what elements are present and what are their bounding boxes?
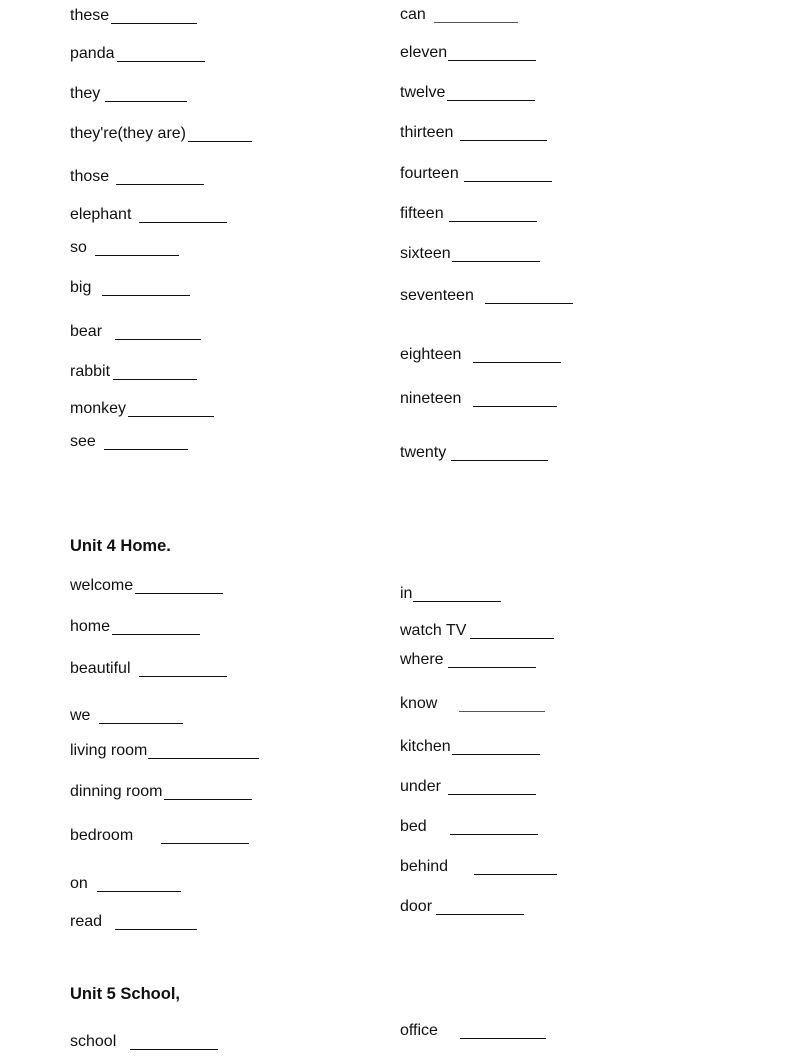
word-label: these [70, 7, 110, 24]
word-label: big [70, 279, 92, 296]
word-label: bed [400, 818, 427, 835]
word-entry [400, 694, 545, 714]
word-entry [70, 399, 214, 419]
word-label: twelve [400, 84, 446, 101]
word-label: bedroom [70, 827, 134, 844]
word-entry [70, 706, 183, 726]
word-entry [400, 584, 501, 604]
answer-blank[interactable] [102, 295, 190, 296]
section-heading-unit-4: Unit 4 Home. [70, 537, 171, 555]
answer-blank[interactable] [474, 874, 557, 875]
word-entry [400, 897, 524, 917]
word-entry [70, 912, 197, 932]
word-label: on [70, 875, 88, 892]
word-entry [70, 1032, 218, 1052]
word-label: sixteen [400, 245, 451, 262]
word-entry [400, 286, 573, 306]
word-label: read [70, 913, 103, 930]
word-entry [70, 205, 227, 225]
answer-blank[interactable] [113, 379, 197, 380]
answer-blank[interactable] [128, 416, 214, 417]
answer-blank[interactable] [97, 891, 181, 892]
word-entry [70, 362, 197, 382]
answer-blank[interactable] [449, 221, 537, 222]
answer-blank[interactable] [460, 1038, 546, 1039]
word-entry [400, 5, 518, 25]
word-label: kitchen [400, 738, 451, 755]
answer-blank[interactable] [115, 929, 197, 930]
answer-blank[interactable] [112, 634, 200, 635]
word-entry [70, 124, 252, 144]
word-entry [70, 167, 204, 187]
word-label: nineteen [400, 390, 462, 407]
word-label: beautiful [70, 660, 131, 677]
word-label: eighteen [400, 346, 462, 363]
answer-blank[interactable] [473, 362, 561, 363]
word-entry [70, 322, 201, 342]
word-entry [400, 389, 557, 409]
word-entry [400, 83, 535, 103]
answer-blank[interactable] [448, 60, 536, 61]
answer-blank[interactable] [104, 449, 188, 450]
answer-blank[interactable] [188, 141, 252, 142]
word-label: they're(they are) [70, 125, 186, 142]
word-entry [400, 244, 540, 264]
word-entry [70, 238, 179, 258]
word-label: watch TV [400, 622, 467, 639]
word-entry [400, 621, 554, 641]
answer-blank[interactable] [452, 754, 540, 755]
section-heading-unit-5: Unit 5 School, [70, 985, 181, 1003]
answer-blank[interactable] [434, 22, 518, 23]
answer-blank[interactable] [105, 101, 187, 102]
word-label: welcome [70, 577, 134, 594]
answer-blank[interactable] [460, 140, 547, 141]
word-entry [400, 817, 538, 837]
word-label: monkey [70, 400, 127, 417]
word-label: can [400, 6, 426, 23]
word-label: school [70, 1033, 117, 1050]
word-entry [70, 826, 249, 846]
word-entry [70, 617, 200, 637]
word-entry [70, 874, 181, 894]
word-label: twenty [400, 444, 447, 461]
answer-blank[interactable] [95, 255, 179, 256]
word-label: door [400, 898, 433, 915]
answer-blank[interactable] [130, 1049, 218, 1050]
answer-blank[interactable] [99, 723, 183, 724]
answer-blank[interactable] [447, 100, 535, 101]
answer-blank[interactable] [111, 23, 197, 24]
word-entry [400, 345, 561, 365]
word-label: in [400, 585, 413, 602]
word-label: fourteen [400, 165, 459, 182]
word-entry [70, 741, 259, 761]
word-entry [400, 43, 536, 63]
word-label: where [400, 651, 444, 668]
word-label: panda [70, 45, 115, 62]
word-entry [400, 164, 552, 184]
answer-blank[interactable] [116, 184, 204, 185]
word-label: office [400, 1022, 438, 1039]
word-entry [70, 432, 188, 452]
word-entry [400, 650, 536, 670]
answer-blank[interactable] [464, 181, 552, 182]
word-entry [400, 123, 547, 143]
word-entry [70, 659, 227, 679]
word-entry [70, 576, 223, 596]
word-entry [400, 857, 557, 877]
answer-blank[interactable] [448, 667, 536, 668]
answer-blank[interactable] [115, 339, 201, 340]
answer-blank[interactable] [459, 711, 545, 712]
answer-blank[interactable] [473, 406, 557, 407]
word-entry [400, 1021, 546, 1041]
answer-blank[interactable] [485, 303, 573, 304]
answer-blank[interactable] [470, 638, 554, 639]
word-entry [70, 6, 197, 26]
word-label: home [70, 618, 111, 635]
answer-blank[interactable] [117, 61, 205, 62]
word-entry [400, 737, 540, 757]
word-entry [70, 278, 190, 298]
word-label: elephant [70, 206, 132, 223]
word-entry [70, 84, 187, 104]
word-label: behind [400, 858, 449, 875]
answer-blank[interactable] [161, 843, 249, 844]
answer-blank[interactable] [164, 799, 252, 800]
answer-blank[interactable] [148, 758, 259, 759]
answer-blank[interactable] [450, 834, 538, 835]
answer-blank[interactable] [139, 222, 227, 223]
word-label: eleven [400, 44, 448, 61]
word-label: seventeen [400, 287, 474, 304]
word-label: see [70, 433, 96, 450]
answer-blank[interactable] [451, 460, 548, 461]
word-label: we [70, 707, 91, 724]
answer-blank[interactable] [135, 593, 223, 594]
word-entry [400, 443, 548, 463]
word-label: living room [70, 742, 148, 759]
word-label: under [400, 778, 441, 795]
word-label: they [70, 85, 101, 102]
word-label: dinning room [70, 783, 163, 800]
word-label: rabbit [70, 363, 111, 380]
answer-blank[interactable] [413, 601, 501, 602]
word-label: fifteen [400, 205, 444, 222]
word-label: so [70, 239, 87, 256]
word-label: bear [70, 323, 103, 340]
word-label: know [400, 695, 438, 712]
answer-blank[interactable] [436, 914, 524, 915]
word-entry [70, 44, 205, 64]
word-label: thirteen [400, 124, 454, 141]
answer-blank[interactable] [139, 676, 227, 677]
word-entry [400, 204, 537, 224]
word-entry [400, 777, 536, 797]
answer-blank[interactable] [452, 261, 540, 262]
word-label: those [70, 168, 110, 185]
answer-blank[interactable] [448, 794, 536, 795]
word-entry [70, 782, 252, 802]
